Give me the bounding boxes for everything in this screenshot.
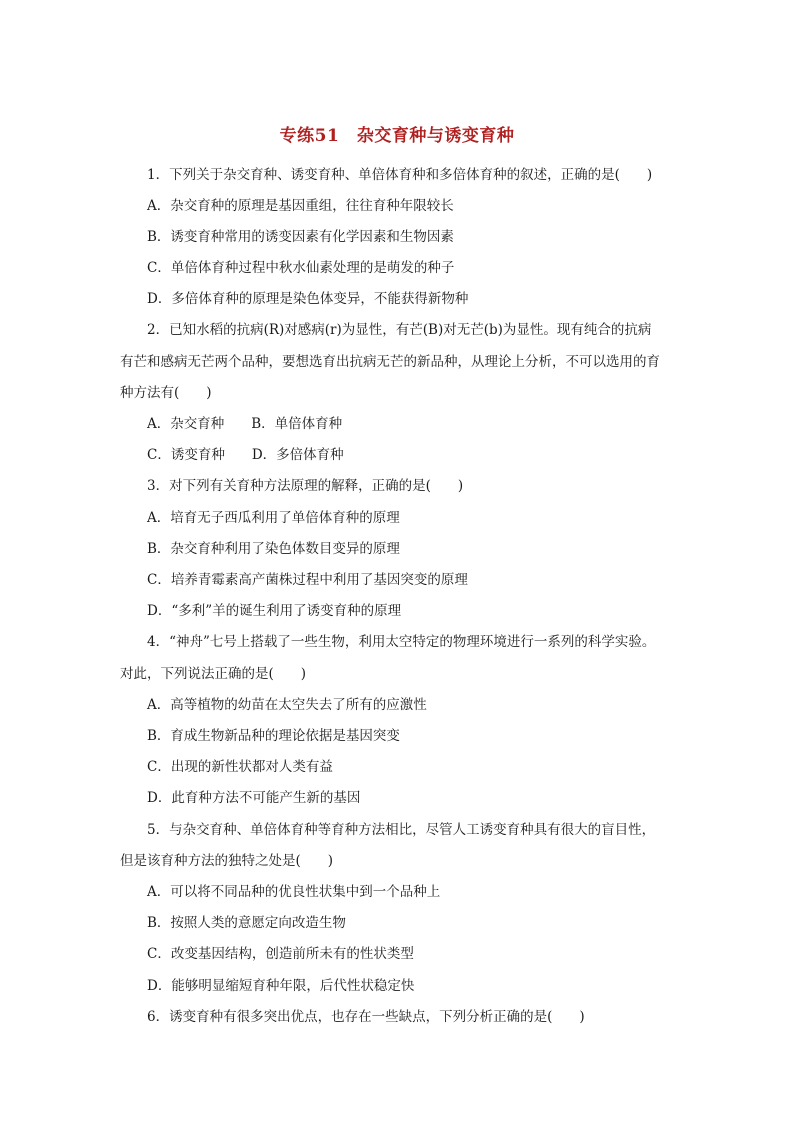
question-3-option-c: C．培养青霉素高产菌株过程中利用了基因突变的原理 — [147, 572, 468, 588]
question-2-continued: 种方法有( ) — [120, 385, 212, 401]
question-2-options-ab: A．杂交育种 B．单倍体育种 — [147, 416, 343, 432]
question-4: 4．“神舟”七号上搭载了一些生物，利用太空特定的物理环境进行一系列的科学实验。 — [147, 634, 656, 650]
page-title: 专练51 杂交育种与诱变育种 — [279, 126, 515, 146]
question-3-option-a: A．培育无子西瓜利用了单倍体育种的原理 — [147, 510, 400, 526]
question-4-option-d: D．此育种方法不可能产生新的基因 — [147, 790, 361, 806]
question-2-options-cd: C．诱变育种 D．多倍体育种 — [147, 447, 344, 463]
question-6: 6．诱变育种有很多突出优点，也存在一些缺点，下列分析正确的是( ) — [147, 1009, 585, 1025]
question-3: 3．对下列有关育种方法原理的解释，正确的是( ) — [147, 478, 464, 494]
question-1-option-d: D．多倍体育种的原理是染色体变异，不能获得新物种 — [147, 291, 469, 307]
question-1-option-b: B．诱变育种常用的诱变因素有化学因素和生物因素 — [147, 229, 454, 245]
question-3-option-d: D．“多利”羊的诞生利用了诱变育种的原理 — [147, 603, 402, 619]
question-5-option-a: A．可以将不同品种的优良性状集中到一个品种上 — [147, 884, 441, 900]
question-2: 2．已知水稻的抗病(R)对感病(r)为显性，有芒(B)对无芒(b)为显性。现有纯合的抗病 — [147, 322, 652, 338]
question-5-continued: 但是该育种方法的独特之处是( ) — [120, 853, 334, 869]
question-1-option-c: C．单倍体育种过程中秋水仙素处理的是萌发的种子 — [147, 260, 455, 276]
question-4-option-b: B．育成生物新品种的理论依据是基因突变 — [147, 728, 400, 744]
question-5-option-d: D．能够明显缩短育种年限，后代性状稳定快 — [147, 978, 415, 994]
question-4-continued: 对此，下列说法正确的是( ) — [120, 666, 307, 682]
question-3-option-b: B．杂交育种利用了染色体数目变异的原理 — [147, 541, 400, 557]
question-1-option-a: A．杂交育种的原理是基因重组，往往育种年限较长 — [147, 198, 454, 214]
question-5-option-b: B．按照人类的意愿定向改造生物 — [147, 915, 346, 931]
question-5: 5．与杂交育种、单倍体育种等育种方法相比，尽管人工诱变育种具有很大的盲目性， — [147, 822, 656, 838]
question-4-option-c: C．出现的新性状都对人类有益 — [147, 759, 333, 775]
question-5-option-c: C．改变基因结构，创造前所未有的性状类型 — [147, 946, 414, 962]
question-1: 1．下列关于杂交育种、诱变育种、单倍体育种和多倍体育种的叙述，正确的是( ) — [147, 167, 653, 183]
question-4-option-a: A．高等植物的幼苗在太空失去了所有的应激性 — [147, 697, 427, 713]
question-2-continued: 有芒和感病无芒两个品种，要想选育出抗病无芒的新品种，从理论上分析，不可以选用的育 — [120, 354, 660, 370]
